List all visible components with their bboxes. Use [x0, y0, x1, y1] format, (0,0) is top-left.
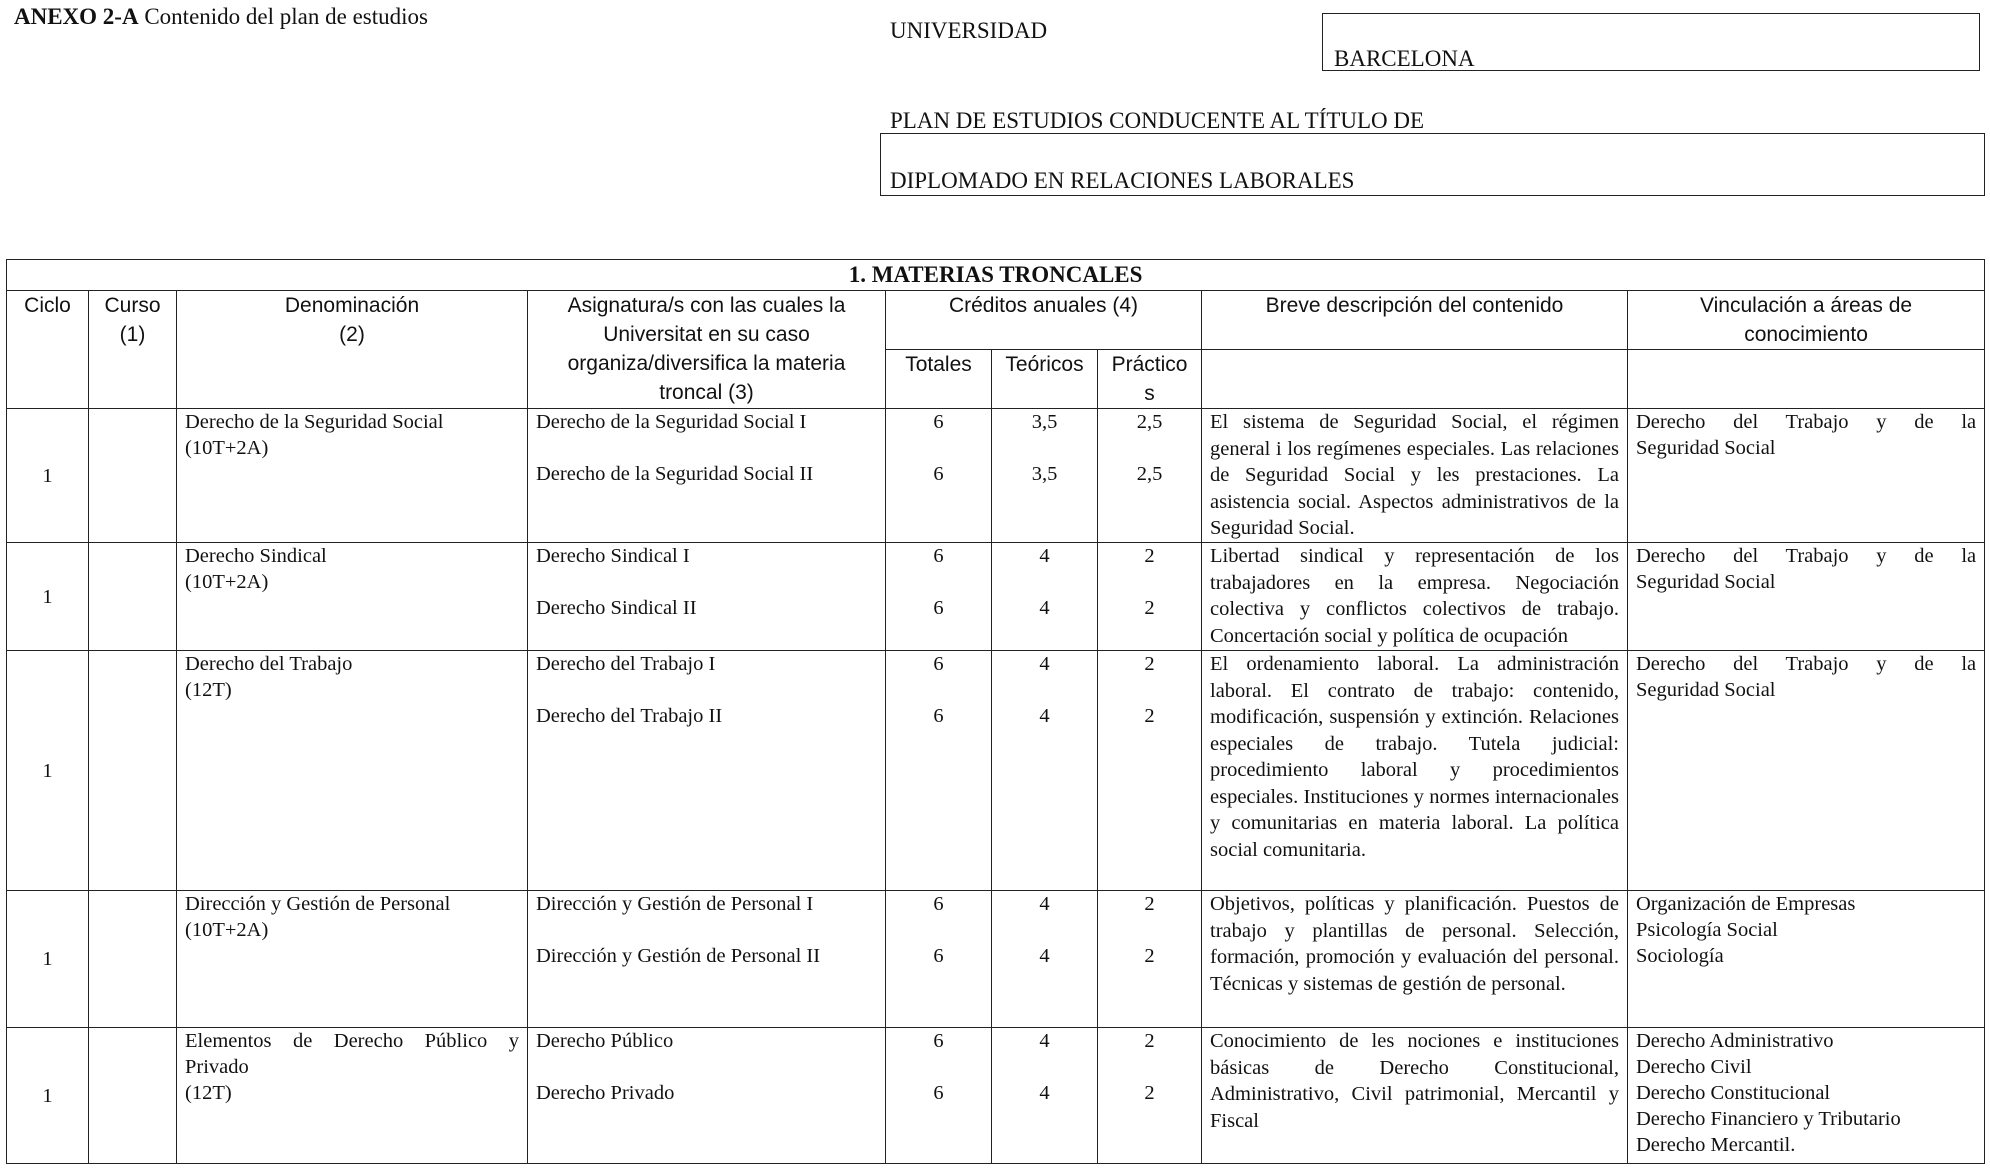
- cell-ciclo: 1: [7, 891, 89, 1028]
- area-line: Seguridad Social: [1636, 679, 1776, 701]
- degree-name: DIPLOMADO EN RELACIONES LABORALES: [890, 168, 1355, 193]
- cell-descripcion: El sistema de Seguridad Social, el régimen general i los regímenes especiales. Las relaciones de Seguridad Social y les prestaciones. La asistencia social. Aspectos administrativos de la Seguridad Social.: [1202, 409, 1628, 543]
- header-asignaturas: Asignatura/s con las cuales la Universitat en su caso organiza/diversifica la materia troncal (3): [528, 291, 886, 409]
- cell-curso: [89, 651, 177, 891]
- credit-totales: 6: [933, 945, 944, 967]
- area-line: Psicología Social: [1636, 919, 1778, 941]
- credit-totales: 6: [933, 1082, 944, 1104]
- materia-name: Derecho del Trabajo: [185, 653, 353, 675]
- asignatura-name: Derecho Público: [536, 1030, 674, 1052]
- credit-teoricos: 3,5: [1031, 463, 1058, 485]
- cell-ciclo: 1: [7, 543, 89, 651]
- university-name: BARCELONA: [1334, 46, 1475, 71]
- area-line: Derecho Mercantil.: [1636, 1134, 1796, 1156]
- asignatura-name: Derecho del Trabajo I: [536, 653, 716, 675]
- asignatura-name: Derecho de la Seguridad Social II: [536, 463, 814, 485]
- materia-name: Derecho de la Seguridad Social: [185, 411, 444, 433]
- cell-areas: [1628, 409, 1985, 543]
- credit-practicos: 2: [1144, 893, 1155, 915]
- cell-practicos: [1098, 651, 1202, 891]
- cell-totales: [886, 409, 992, 543]
- asignatura-name: Derecho Sindical II: [536, 597, 697, 619]
- credit-practicos: 2,5: [1136, 463, 1163, 485]
- credit-totales: 6: [933, 705, 944, 727]
- credit-practicos: 2: [1144, 945, 1155, 967]
- area-line: Derecho Civil: [1636, 1056, 1752, 1078]
- cell-descripcion: Libertad sindical y representación de los trabajadores en la empresa. Negociación colectiva y conflictos colectivos de trabajo. Concertación social y política de ocupación: [1202, 543, 1628, 651]
- cell-denominacion: [177, 409, 528, 543]
- cell-denominacion: [177, 651, 528, 891]
- credit-practicos: 2: [1144, 705, 1155, 727]
- materia-credits: (10T+2A): [185, 919, 269, 941]
- cell-ciclo: 1: [7, 1028, 89, 1164]
- area-line: Organización de Empresas: [1636, 893, 1856, 915]
- cell-denominacion: [177, 1028, 528, 1164]
- header-descripcion-blank: [1202, 350, 1628, 409]
- asignatura-name: Derecho Sindical I: [536, 545, 690, 567]
- area-line: Sociología: [1636, 945, 1724, 967]
- table-row: [7, 651, 1985, 891]
- header-denominacion: Denominación (2): [177, 291, 528, 409]
- credit-practicos: 2: [1144, 1082, 1155, 1104]
- university-label: UNIVERSIDAD: [890, 18, 1048, 43]
- annex-text: Contenido del plan de estudios: [144, 4, 428, 29]
- credit-teoricos: 4: [1039, 1082, 1050, 1104]
- credit-practicos: 2: [1144, 653, 1155, 675]
- header-vinculacion-blank: [1628, 350, 1985, 409]
- asignatura-name: Derecho de la Seguridad Social I: [536, 411, 807, 433]
- area-line: Derecho del Trabajo y de la: [1636, 653, 1977, 675]
- cell-curso: [89, 409, 177, 543]
- credit-teoricos: 4: [1039, 893, 1050, 915]
- cell-asignaturas: [528, 409, 886, 543]
- cell-areas: [1628, 651, 1985, 891]
- credit-totales: 6: [933, 1030, 944, 1052]
- credit-teoricos: 3,5: [1031, 411, 1058, 433]
- cell-areas: [1628, 891, 1985, 1028]
- cell-descripcion: Conocimiento de les nociones e instituciones básicas de Derecho Constitucional, Administrativo, Civil patrimonial, Mercantil y Fiscal: [1202, 1028, 1628, 1164]
- cell-asignaturas: [528, 651, 886, 891]
- cell-areas: [1628, 1028, 1985, 1164]
- credit-teoricos: 4: [1039, 945, 1050, 967]
- credit-practicos: 2: [1144, 597, 1155, 619]
- credit-teoricos: 4: [1039, 545, 1050, 567]
- cell-totales: [886, 1028, 992, 1164]
- credit-practicos: 2,5: [1136, 411, 1163, 433]
- asignatura-name: Dirección y Gestión de Personal I: [536, 893, 814, 915]
- materia-name: Dirección y Gestión de Personal: [185, 893, 451, 915]
- header-curso: Curso (1): [89, 291, 177, 409]
- asignatura-name: Dirección y Gestión de Personal II: [536, 945, 821, 967]
- header-practicos: Práctico s: [1098, 350, 1202, 409]
- cell-denominacion: [177, 891, 528, 1028]
- materias-troncales-table: [6, 259, 1985, 1164]
- header-descripcion: Breve descripción del contenido: [1202, 291, 1628, 350]
- materia-credits: (12T): [185, 1082, 232, 1104]
- area-line: Derecho del Trabajo y de la: [1636, 411, 1977, 433]
- header-teoricos: Teóricos: [992, 350, 1098, 409]
- area-line: Derecho Constitucional: [1636, 1082, 1831, 1104]
- cell-practicos: [1098, 1028, 1202, 1164]
- cell-asignaturas: [528, 1028, 886, 1164]
- table-title: 1. MATERIAS TRONCALES: [7, 260, 1985, 291]
- materia-credits: (10T+2A): [185, 437, 269, 459]
- cell-teoricos: [992, 651, 1098, 891]
- area-line: Seguridad Social: [1636, 571, 1776, 593]
- credit-totales: 6: [933, 411, 944, 433]
- annex-number: ANEXO 2-A: [14, 4, 139, 29]
- credit-totales: 6: [933, 463, 944, 485]
- table-row: [7, 409, 1985, 543]
- cell-practicos: [1098, 891, 1202, 1028]
- annex-heading: [14, 4, 428, 30]
- cell-teoricos: [992, 1028, 1098, 1164]
- cell-curso: [89, 543, 177, 651]
- cell-totales: [886, 543, 992, 651]
- area-line: Derecho Financiero y Tributario: [1636, 1108, 1901, 1130]
- cell-asignaturas: [528, 543, 886, 651]
- cell-teoricos: [992, 891, 1098, 1028]
- header-totales: Totales: [886, 350, 992, 409]
- cell-descripcion: El ordenamiento laboral. La administración laboral. El contrato de trabajo: contenido, modificación, suspensión y extinción. Relaciones especiales de trabajo. Tutela judicial: procedimiento laboral y procedimientos especiales. Instituciones y normes internacionales y comunitarias en materia laboral. La política social comunitaria.: [1202, 651, 1628, 891]
- cell-totales: [886, 891, 992, 1028]
- table-row: [7, 891, 1985, 1028]
- credit-practicos: 2: [1144, 1030, 1155, 1052]
- materia-name: Elementos de Derecho Público y Privado: [185, 1030, 519, 1078]
- credit-totales: 6: [933, 545, 944, 567]
- cell-teoricos: [992, 409, 1098, 543]
- cell-totales: [886, 651, 992, 891]
- area-line: Derecho del Trabajo y de la: [1636, 545, 1977, 567]
- header-vinculacion: Vinculación a áreas de conocimiento: [1628, 291, 1985, 350]
- credit-teoricos: 4: [1039, 597, 1050, 619]
- table-row: [7, 543, 1985, 651]
- credit-teoricos: 4: [1039, 1030, 1050, 1052]
- cell-denominacion: [177, 543, 528, 651]
- cell-ciclo: 1: [7, 409, 89, 543]
- area-line: Derecho Administrativo: [1636, 1030, 1834, 1052]
- materia-name: Derecho Sindical: [185, 545, 327, 567]
- materia-credits: (12T): [185, 679, 232, 701]
- area-line: Seguridad Social: [1636, 437, 1776, 459]
- credit-teoricos: 4: [1039, 705, 1050, 727]
- cell-ciclo: 1: [7, 651, 89, 891]
- credit-teoricos: 4: [1039, 653, 1050, 675]
- asignatura-name: Derecho Privado: [536, 1082, 675, 1104]
- cell-areas: [1628, 543, 1985, 651]
- materia-credits: (10T+2A): [185, 571, 269, 593]
- cell-practicos: [1098, 543, 1202, 651]
- credit-totales: 6: [933, 653, 944, 675]
- plan-label: PLAN DE ESTUDIOS CONDUCENTE AL TÍTULO DE: [890, 108, 1425, 133]
- cell-practicos: [1098, 409, 1202, 543]
- cell-descripcion: Objetivos, políticas y planificación. Puestos de trabajo y plantillas de personal. Selección, formación, promoción y evaluación del personal. Técnicas y sistemas de gestión de personal.: [1202, 891, 1628, 1028]
- table-row: [7, 1028, 1985, 1164]
- cell-teoricos: [992, 543, 1098, 651]
- header-ciclo: Ciclo: [7, 291, 89, 409]
- credit-totales: 6: [933, 597, 944, 619]
- cell-curso: [89, 891, 177, 1028]
- asignatura-name: Derecho del Trabajo II: [536, 705, 723, 727]
- cell-asignaturas: [528, 891, 886, 1028]
- credit-totales: 6: [933, 893, 944, 915]
- cell-curso: [89, 1028, 177, 1164]
- credit-practicos: 2: [1144, 545, 1155, 567]
- header-creditos: Créditos anuales (4): [886, 291, 1202, 350]
